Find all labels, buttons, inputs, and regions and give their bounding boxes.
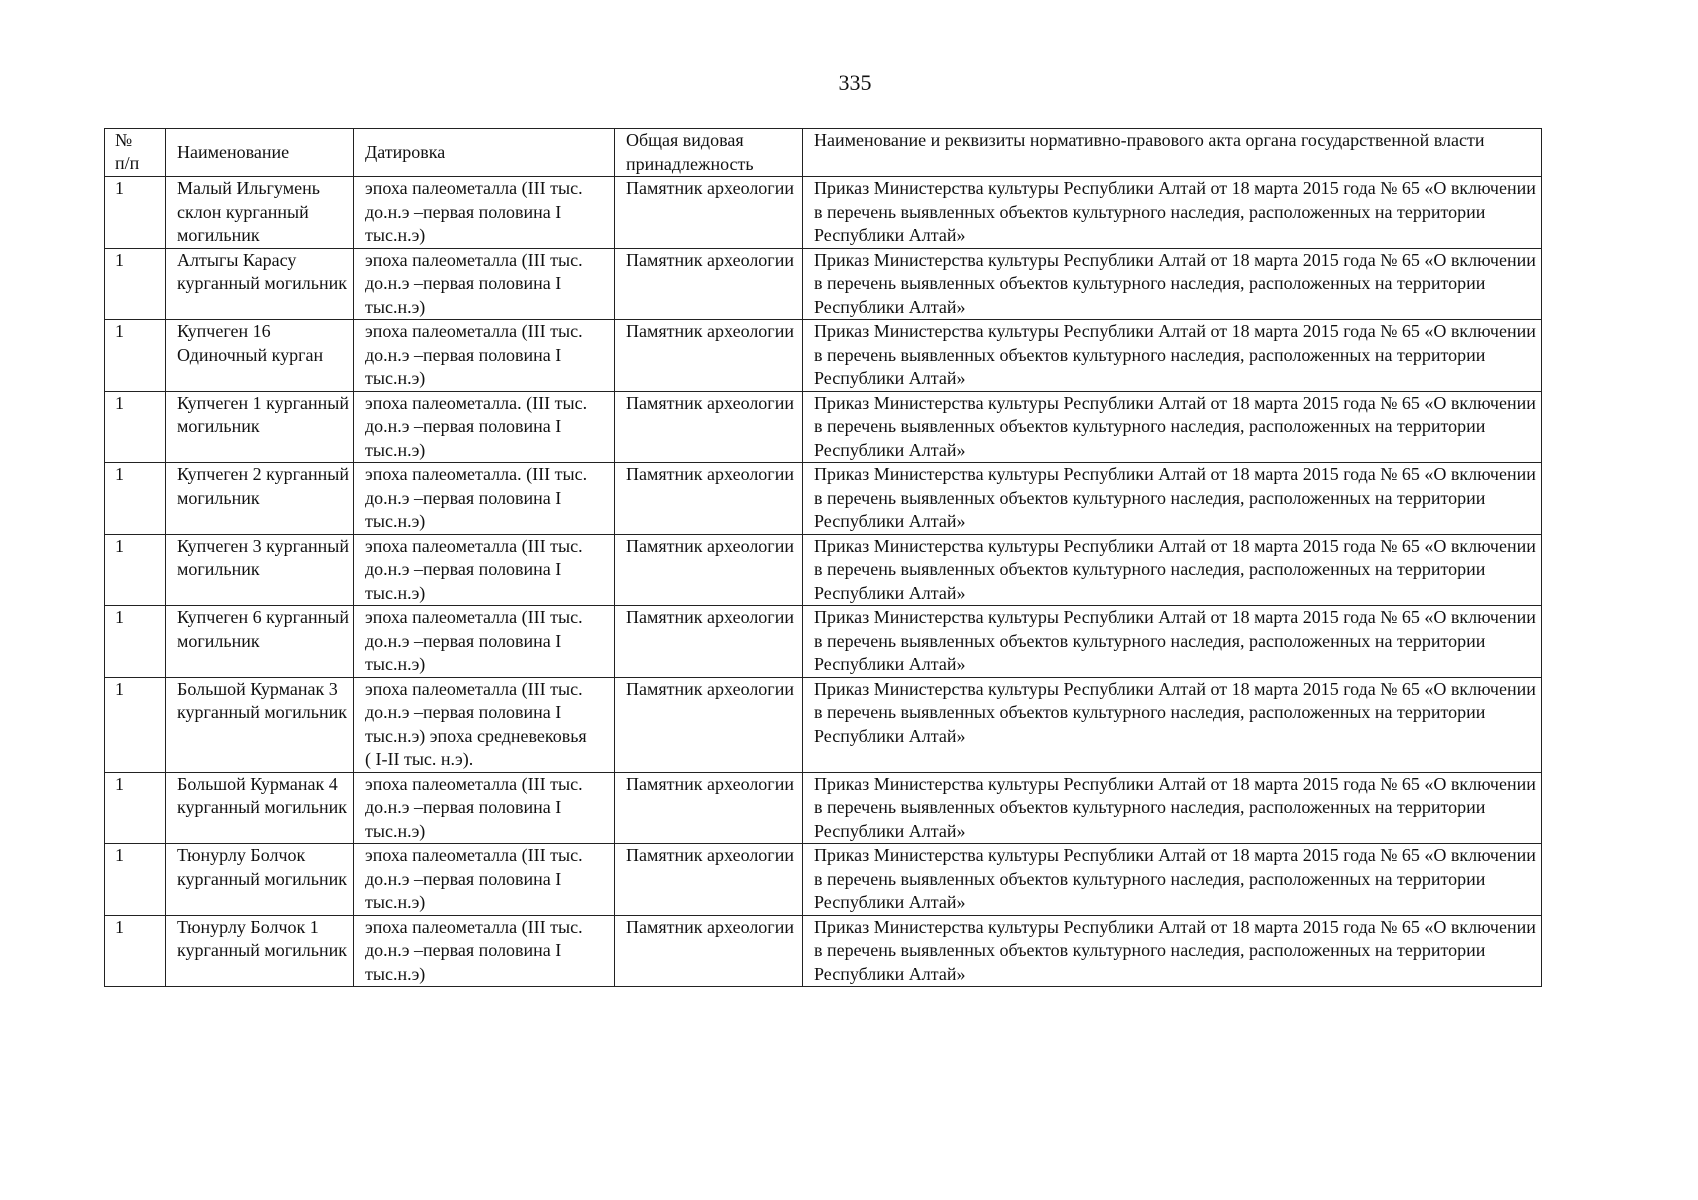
cell-name: Купчеген 16 Одиночный курган [166,320,354,392]
page-number: 335 [838,70,872,95]
cell-dating: эпоха палеометалла (III тыс. до.н.э –первая половина I тыс.н.э) [354,248,615,320]
header-act: Наименование и реквизиты нормативно-правового акта органа государственной власти [803,129,1542,177]
cell-act: Приказ Министерства культуры Республики Алтай от 18 марта 2015 года № 65 «О включении в перечень выявленных объектов культурного наследия, расположенных на территории Республики Алтай» [803,844,1542,916]
cell-name: Малый Ильгумень склон курганный могильник [166,177,354,249]
table-header-row [105,129,1542,177]
cell-type: Памятник археологии [615,844,803,916]
cell-name: Купчеген 3 курганный могильник [166,534,354,606]
table-row [105,248,1542,320]
cell-type: Памятник археологии [615,915,803,987]
cell-dating: эпоха палеометалла (III тыс. до.н.э –первая половина I тыс.н.э) [354,915,615,987]
cell-dating: эпоха палеометалла (III тыс. до.н.э –первая половина I тыс.н.э) [354,534,615,606]
cell-dating: эпоха палеометалла. (III тыс. до.н.э –первая половина I тыс.н.э) [354,391,615,463]
cell-dating: эпоха палеометалла (III тыс. до.н.э –первая половина I тыс.н.э) [354,606,615,678]
cell-act: Приказ Министерства культуры Республики Алтай от 18 марта 2015 года № 65 «О включении в перечень выявленных объектов культурного наследия, расположенных на территории Республики Алтай» [803,534,1542,606]
cell-number: 1 [105,463,166,535]
cell-type: Памятник археологии [615,606,803,678]
heritage-objects-table [104,128,1542,987]
cell-dating: эпоха палеометалла (III тыс. до.н.э –первая половина I тыс.н.э) [354,177,615,249]
table-body [105,177,1542,987]
cell-number: 1 [105,606,166,678]
cell-act: Приказ Министерства культуры Республики Алтай от 18 марта 2015 года № 65 «О включении в перечень выявленных объектов культурного наследия, расположенных на территории Республики Алтай» [803,606,1542,678]
cell-number: 1 [105,248,166,320]
cell-dating: эпоха палеометалла (III тыс. до.н.э –первая половина I тыс.н.э) [354,772,615,844]
cell-type: Памятник археологии [615,534,803,606]
cell-dating: эпоха палеометалла. (III тыс. до.н.э –первая половина I тыс.н.э) [354,463,615,535]
cell-number: 1 [105,677,166,772]
cell-act: Приказ Министерства культуры Республики Алтай от 18 марта 2015 года № 65 «О включении в перечень выявленных объектов культурного наследия, расположенных на территории Республики Алтай» [803,677,1542,772]
cell-number: 1 [105,320,166,392]
table-row [105,320,1542,392]
cell-number: 1 [105,915,166,987]
table-row [105,391,1542,463]
cell-number: 1 [105,177,166,249]
cell-type: Памятник археологии [615,463,803,535]
cell-type: Памятник археологии [615,677,803,772]
cell-type: Памятник археологии [615,177,803,249]
cell-name: Алтыгы Карасу курганный могильник [166,248,354,320]
table-row [105,606,1542,678]
cell-type: Памятник археологии [615,248,803,320]
table-row [105,772,1542,844]
table-row [105,915,1542,987]
cell-act: Приказ Министерства культуры Республики Алтай от 18 марта 2015 года № 65 «О включении в перечень выявленных объектов культурного наследия, расположенных на территории Республики Алтай» [803,463,1542,535]
cell-dating: эпоха палеометалла (III тыс. до.н.э –первая половина I тыс.н.э) [354,844,615,916]
table-row [105,463,1542,535]
header-dating: Датировка [354,129,615,177]
cell-act: Приказ Министерства культуры Республики Алтай от 18 марта 2015 года № 65 «О включении в перечень выявленных объектов культурного наследия, расположенных на территории Республики Алтай» [803,320,1542,392]
cell-name: Купчеген 1 курганный могильник [166,391,354,463]
cell-number: 1 [105,534,166,606]
cell-dating: эпоха палеометалла (III тыс. до.н.э –первая половина I тыс.н.э) [354,320,615,392]
table-row [105,534,1542,606]
cell-type: Памятник археологии [615,391,803,463]
table-row [105,177,1542,249]
cell-name: Большой Курманак 4 курганный могильник [166,772,354,844]
header-number: № п/п [105,129,166,177]
table-row [105,677,1542,772]
cell-number: 1 [105,391,166,463]
cell-name: Тюнурлу Болчок 1 курганный могильник [166,915,354,987]
cell-act: Приказ Министерства культуры Республики Алтай от 18 марта 2015 года № 65 «О включении в перечень выявленных объектов культурного наследия, расположенных на территории Республики Алтай» [803,177,1542,249]
cell-name: Большой Курманак 3 курганный могильник [166,677,354,772]
cell-number: 1 [105,844,166,916]
cell-dating: эпоха палеометалла (III тыс. до.н.э –первая половина I тыс.н.э) эпоха средневековья ( I-II тыс. н.э). [354,677,615,772]
header-name: Наименование [166,129,354,177]
cell-number: 1 [105,772,166,844]
cell-act: Приказ Министерства культуры Республики Алтай от 18 марта 2015 года № 65 «О включении в перечень выявленных объектов культурного наследия, расположенных на территории Республики Алтай» [803,915,1542,987]
cell-name: Купчеген 6 курганный могильник [166,606,354,678]
cell-act: Приказ Министерства культуры Республики Алтай от 18 марта 2015 года № 65 «О включении в перечень выявленных объектов культурного наследия, расположенных на территории Республики Алтай» [803,391,1542,463]
cell-type: Памятник археологии [615,320,803,392]
cell-name: Купчеген 2 курганный могильник [166,463,354,535]
cell-name: Тюнурлу Болчок курганный могильник [166,844,354,916]
table-row [105,844,1542,916]
header-type: Общая видовая принадлежность [615,129,803,177]
cell-type: Памятник археологии [615,772,803,844]
cell-act: Приказ Министерства культуры Республики Алтай от 18 марта 2015 года № 65 «О включении в перечень выявленных объектов культурного наследия, расположенных на территории Республики Алтай» [803,248,1542,320]
cell-act: Приказ Министерства культуры Республики Алтай от 18 марта 2015 года № 65 «О включении в перечень выявленных объектов культурного наследия, расположенных на территории Республики Алтай» [803,772,1542,844]
